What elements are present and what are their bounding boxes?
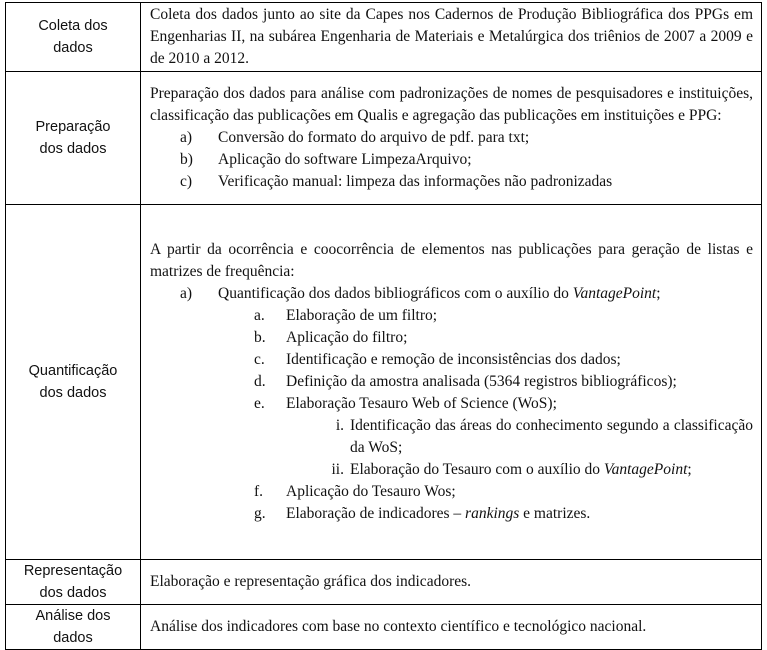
list-item: b) Aplicação do software LimpezaArquivo; xyxy=(180,151,472,168)
list-item: a. Elaboração de um filtro; xyxy=(254,307,438,324)
list-item: b. Aplicação do filtro; xyxy=(254,329,408,346)
table-row xyxy=(6,560,762,605)
row-label: Quantificação dos dados xyxy=(6,205,141,560)
row-content xyxy=(141,205,762,560)
methodology-table xyxy=(5,2,762,650)
row-content: Coleta dos dados junto ao site da Capes nos Cadernos de Produção Bibliográfica dos PPGs em Engenharias II, na subárea Engenharia de Materiais e Metalúrgica dos triênios de 2007 a 2009 e de 2010 a 2012. xyxy=(141,3,762,72)
list-item: d. Definição da amostra analisada (5364 registros bibliográficos); xyxy=(254,373,677,390)
list-item: e. Elaboração Tesauro Web of Science (WoS); xyxy=(254,395,557,412)
list-item: a) Quantificação dos dados bibliográficos com o auxílio do VantagePoint; xyxy=(180,285,661,302)
row-label: Preparação dos dados xyxy=(6,72,141,205)
row-content: Elaboração e representação gráfica dos indicadores. xyxy=(141,560,762,605)
row-content xyxy=(141,72,762,205)
table-row xyxy=(6,205,762,560)
list-item: ii. Elaboração do Tesauro com o auxílio do VantagePoint; xyxy=(331,461,692,478)
table-row xyxy=(6,72,762,205)
list-item: c. Identificação e remoção de inconsistências dos dados; xyxy=(254,351,621,368)
list-item: a) Conversão do formato do arquivo de pdf. para txt; xyxy=(180,129,530,146)
table-row xyxy=(6,3,762,72)
row-label: Análise dos dados xyxy=(6,605,141,650)
paragraph: A partir da ocorrência e coocorrência de elementos nas publicações para geração de listas e matrizes de frequência: xyxy=(150,241,753,280)
row-label: Representação dos dados xyxy=(6,560,141,605)
paragraph: Preparação dos dados para análise com padronizações de nomes de pesquisadores e instituições, classificação das publicações em Qualis e agregação das publicações em instituições e PPG: xyxy=(150,85,753,124)
table-row xyxy=(6,605,762,650)
row-content: Análise dos indicadores com base no contexto científico e tecnológico nacional. xyxy=(141,605,762,650)
list-item: c) Verificação manual: limpeza das informações não padronizadas xyxy=(180,173,613,190)
list-item: g. Elaboração de indicadores – rankings e matrizes. xyxy=(254,505,591,522)
row-label: Coleta dos dados xyxy=(6,3,141,72)
list-item: i. Identificação das áreas do conhecimento segundo a classificação da WoS; xyxy=(335,417,753,456)
list-item: f. Aplicação do Tesauro Wos; xyxy=(254,483,456,500)
